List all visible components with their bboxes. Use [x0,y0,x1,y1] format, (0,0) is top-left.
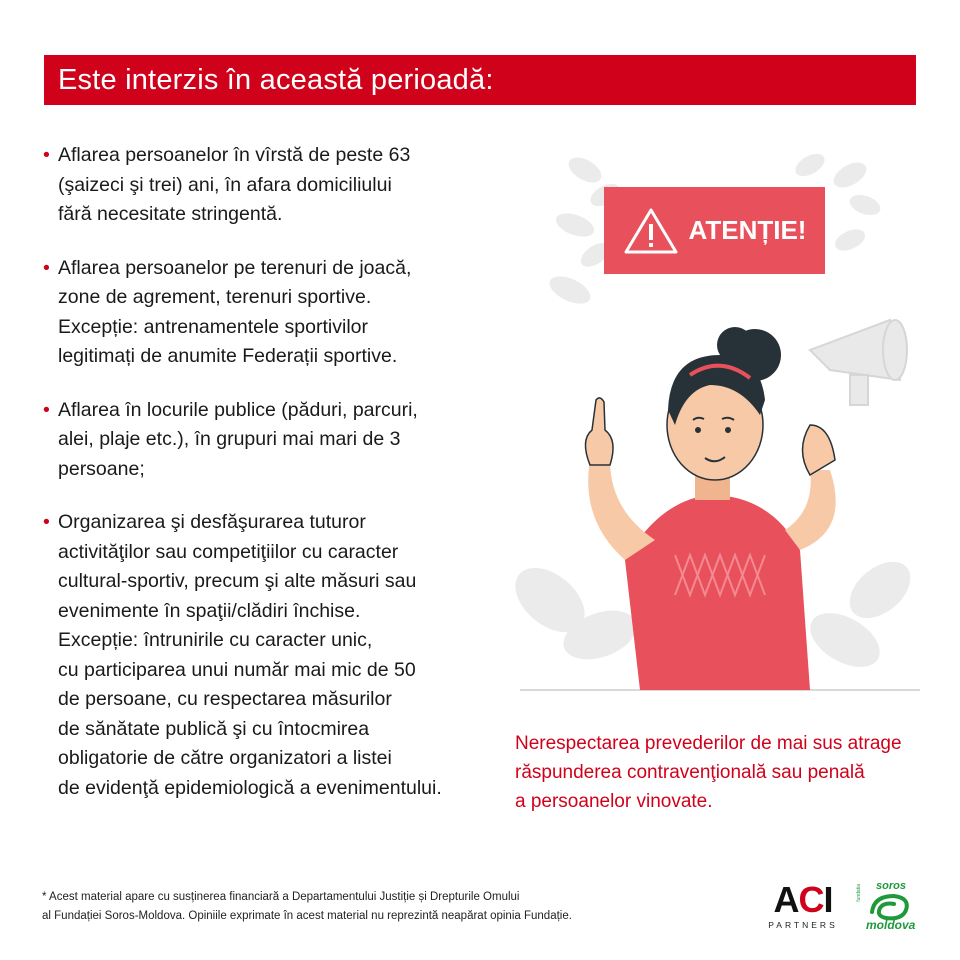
rule-line: Organizarea şi desfăşurarea tuturor [58,511,366,533]
attention-sign-text: ATENȚIE! [688,215,807,245]
warning-line: a persoanelor vinovate. [515,791,713,812]
bullet-icon: • [43,511,50,533]
bullet-icon: • [43,144,50,166]
footnote [42,888,572,926]
rule-line: activităţilor sau competiţiilor cu caracter [58,540,399,563]
rule-line: de sănătate publică şi cu întocmirea [58,717,370,740]
warning-line: răspunderea contravenţională sau penală [515,762,865,783]
megaphone-icon [810,320,907,405]
bullet-icon: • [43,398,50,421]
rule-line: Excepție: întrunirile cu caracter unic, [58,629,373,651]
aci-logo-a: A [773,879,799,920]
aci-logo-c: C [798,879,824,920]
warning-line: Nerespectarea prevederilor de mai sus atrage [515,733,902,754]
rule-line: fără necesitate stringentă. [58,203,283,225]
header-banner [44,55,916,105]
rule-line: cultural-sportiv, precum şi alte măsuri sau [58,570,417,592]
rule-line: Excepție: antrenamentele sportivilor [58,315,368,338]
rules-list [40,141,490,827]
rule-line: obligatorie de către organizatori a listei [58,747,392,769]
aci-logo-i: I [823,879,833,920]
rule-line: alei, plaje etc.), în grupuri mai mari de 3 [58,428,401,450]
rule-line: de persoane, cu respectarea măsurilor [58,688,392,710]
penalty-warning [515,729,935,816]
bullet-icon: • [43,256,50,279]
rule-item [40,396,490,485]
rule-item [40,141,490,230]
footnote-line: al Fundației Soros-Moldova. Opiniile exprimate în acest material nu reprezintă neapărat opinia Fundație. [42,910,572,922]
soros-logo-side: fundatia [856,884,862,902]
rule-line: Aflarea persoanelor pe terenuri de joacă, [58,256,412,279]
rule-line: cu participarea unui număr mai mic de 50 [58,658,416,681]
soros-moldova-logo [856,880,922,932]
rule-line: evenimente în spaţii/clădiri închise. [58,599,361,622]
warning-triangle-icon [623,206,679,256]
aci-partners-logo [768,880,838,932]
rule-line: (şaizeci şi trei) ani, în afara domiciliului [58,173,392,196]
footnote-line: * Acest material apare cu susținerea financiară a Departamentului Justiție și Drepturile Omului [42,891,520,903]
rule-line: zone de agrement, terenuri sportive. [58,286,372,308]
rule-line: Aflarea în locurile publice (păduri, parcuri, [58,398,418,421]
soros-logo-bottom: moldova [866,918,916,932]
header-title: Este interzis în această perioadă: [58,63,494,96]
soros-logo-top: soros [876,880,906,892]
rule-line: de evidenţă epidemiologică a evenimentului. [58,776,442,799]
aci-logo-sub: PARTNERS [768,920,838,930]
rule-line: persoane; [58,457,145,480]
shirt [625,495,810,690]
rule-item [40,508,490,803]
attention-sign [604,187,825,274]
rule-line: Aflarea persoanelor în vîrstă de peste 63 [58,144,411,166]
rule-item [40,254,490,372]
rule-line: legitimați de anumite Federații sportive. [58,345,398,367]
